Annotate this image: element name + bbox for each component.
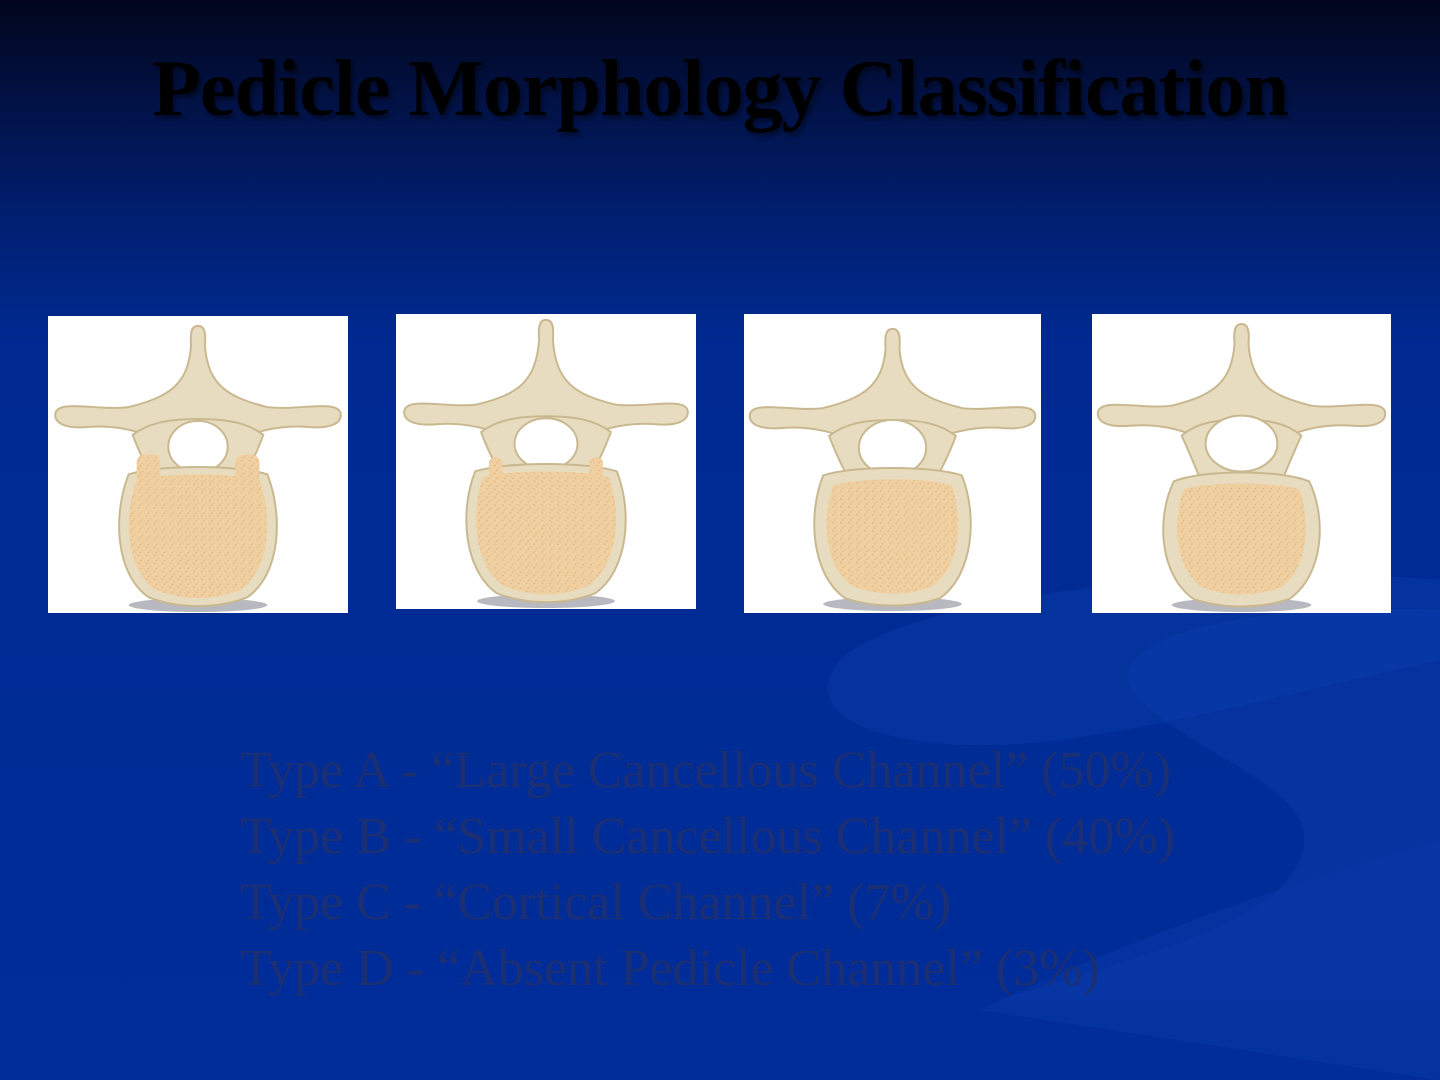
vertebra-panel-type-b [396,314,696,609]
vertebra-panel-type-c [744,314,1041,613]
vertebra-type-d-icon [1092,314,1391,613]
vertebra-type-c-icon [744,314,1041,613]
vertebra-type-a-icon [48,316,348,613]
vertebra-type-b-icon [396,314,696,609]
slide-title: Pedicle Morphology Classification [152,45,1288,133]
vertebra-panel-type-d [1092,314,1391,613]
type-c-item: Type C - “Cortical Channel” (7%) [240,874,952,931]
type-a-item: Type A - “Large Cancellous Channel” (50%) [240,742,1172,799]
type-d-item: Type D - “Absent Pedicle Channel” (3%) [240,940,1100,997]
type-b-item: Type B - “Small Cancellous Channel” (40%) [240,808,1176,865]
type-list [240,738,1175,1002]
vertebra-panel-type-a [48,316,348,613]
